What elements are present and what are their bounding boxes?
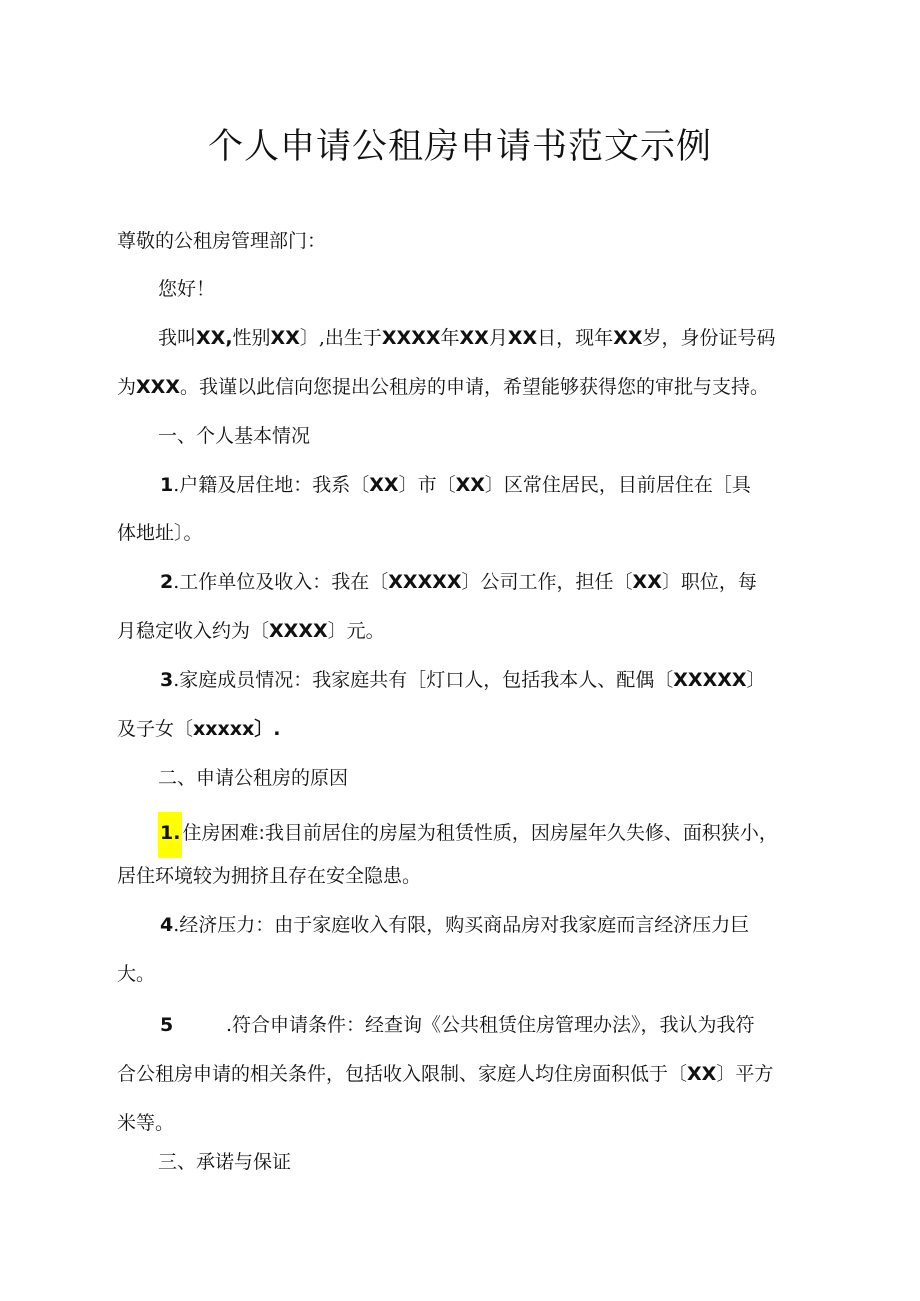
- item-number: 3: [160, 669, 174, 691]
- s1-item2-line-1: [160, 567, 757, 597]
- s1-item2-line-2: [117, 616, 385, 646]
- salutation: 尊敬的公租房管理部门：: [117, 230, 327, 252]
- text: 〕职位，每: [661, 571, 757, 593]
- text: 〕公司工作，担任〔: [461, 571, 633, 593]
- text: 〕元。: [327, 620, 385, 642]
- s2-item5-line-2: [117, 1059, 773, 1089]
- s1-item1-line-2: 体地址〕。: [117, 522, 203, 544]
- text: 。我谨以此信向您提出公租房的申请，希望能够获得您的审批与支持。: [179, 376, 769, 398]
- text: 日，现年: [537, 327, 614, 349]
- text: .符合申请条件：经查询《公共租赁住房管理办法》，我认为我符: [226, 1014, 755, 1036]
- s2-item5-line-3: 米等。: [117, 1112, 175, 1134]
- age-placeholder: XX: [613, 327, 643, 349]
- document-title: 个人申请公租房申请书范文示例: [207, 127, 712, 167]
- text: 岁，身份证号码: [642, 327, 776, 349]
- text: .家庭成员情况：我家庭共有［灯口人，包括我本人、配偶〔: [173, 669, 674, 691]
- text: 月: [488, 327, 508, 349]
- item-number: 2: [160, 571, 174, 593]
- item-number: 4: [160, 914, 174, 936]
- s1-item3-line-2: [117, 714, 281, 744]
- section-3-heading: 三、承诺与保证: [158, 1151, 292, 1173]
- text: :: [258, 822, 265, 844]
- text: 性别: [232, 327, 271, 349]
- section-1-heading: 一、个人基本情况: [158, 425, 311, 447]
- position-placeholder: XX: [632, 571, 662, 593]
- text: 我目前居住的房屋为租赁性质，因房屋年久失修、面积狭小，: [264, 822, 778, 844]
- company-placeholder: XXXXX: [388, 571, 462, 593]
- text: 我叫: [158, 327, 197, 349]
- text: 〕市〔: [398, 474, 456, 496]
- children-placeholder: xxxxx: [193, 718, 255, 740]
- text: 月稳定收入约为〔: [117, 620, 270, 642]
- text: .户籍及居住地：我系〔: [173, 474, 370, 496]
- s2-item1-line-1: [158, 812, 778, 858]
- s2-item4-line-1: [160, 910, 749, 940]
- text: 及子女〔: [117, 718, 194, 740]
- item-number: 1: [160, 474, 174, 496]
- city-placeholder: XX: [369, 474, 399, 496]
- gender-placeholder: XX: [270, 327, 300, 349]
- income-placeholder: XXXX: [269, 620, 328, 642]
- area-placeholder: XX: [687, 1063, 717, 1085]
- item-number: 5: [160, 1014, 174, 1036]
- text: .经济压力：由于家庭收入有限，购买商品房对我家庭而言经济压力巨: [173, 914, 750, 936]
- id-placeholder: XXX: [136, 376, 180, 398]
- text: 〕.: [254, 718, 281, 740]
- text: 〕区常住居民，目前居住在［具: [484, 474, 751, 496]
- spouse-placeholder: XXXXX: [673, 669, 747, 691]
- text: 〕,出生于: [299, 327, 382, 349]
- text: .工作单位及收入：我在〔: [173, 571, 389, 593]
- text: 〕: [746, 669, 766, 691]
- s1-item3-line-1: [160, 665, 766, 695]
- name-placeholder: XX,: [196, 327, 233, 349]
- s2-item4-line-2: 大。: [117, 963, 156, 985]
- intro-line-2: [117, 372, 769, 402]
- text: 为: [117, 376, 137, 398]
- text: 〕平方: [716, 1063, 774, 1085]
- text: 年: [440, 327, 460, 349]
- intro-line-1: [158, 323, 776, 353]
- highlighted-item-number: 1.: [158, 812, 182, 858]
- greeting: 您好！: [158, 278, 216, 300]
- s1-item1-line-1: [160, 470, 751, 500]
- s2-item5-line-1: [160, 1010, 755, 1040]
- s2-item1-line-2: 居住环境较为拥挤且存在安全隐患。: [117, 865, 422, 887]
- section-2-heading: 二、申请公租房的原因: [158, 767, 349, 789]
- year-placeholder: XXXX: [381, 327, 441, 349]
- text: 合公租房申请的相关条件，包括收入限制、家庭人均住房面积低于〔: [117, 1063, 688, 1085]
- day-placeholder: XX: [507, 327, 538, 349]
- text: 住房困难: [182, 822, 259, 844]
- month-placeholder: XX: [459, 327, 489, 349]
- district-placeholder: XX: [455, 474, 485, 496]
